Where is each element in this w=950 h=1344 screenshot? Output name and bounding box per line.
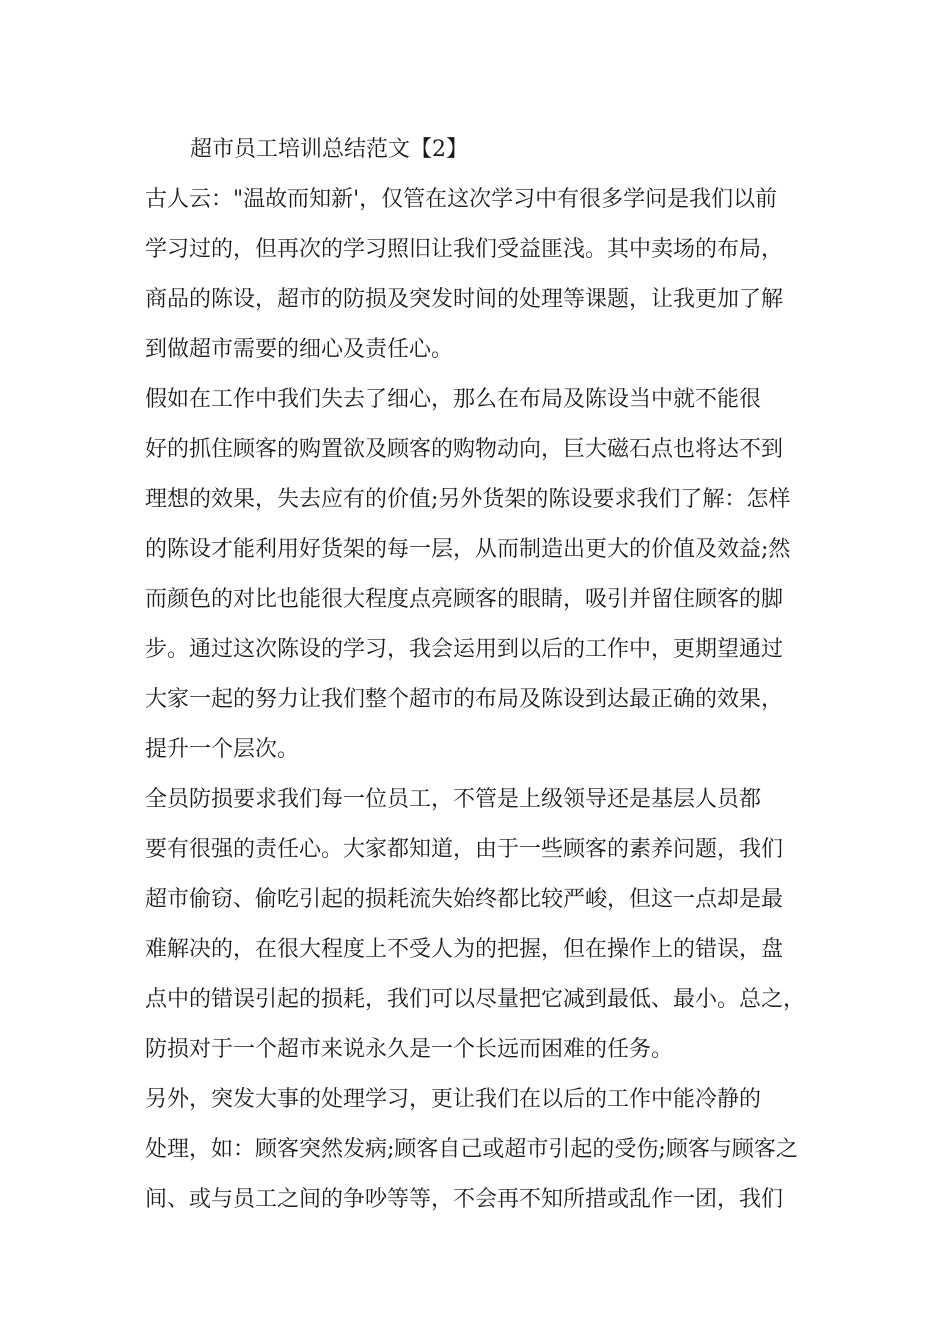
text-line: 全员防损要求我们每一位员工，不管是上级领导还是基层人员都 [145, 787, 762, 812]
text-line: 而颜色的对比也能很大程度点亮顾客的眼睛，吸引并留住顾客的脚 [145, 587, 784, 612]
text-line: 大家一起的努力让我们整个超市的布局及陈设到达最正确的效果， [145, 687, 784, 712]
text-line: 难解决的，在很大程度上不受人为的把握，但在操作上的错误，盘 [145, 937, 784, 962]
text-line: 提升一个层次。 [145, 737, 300, 762]
text-line: 另外，突发大事的处理学习，更让我们在以后的工作中能冷静的 [145, 1087, 762, 1112]
text-line: 间、或与员工之间的争吵等等，不会再不知所措或乱作一团，我们 [145, 1187, 784, 1212]
text-line: 步。通过这次陈设的学习，我会运用到以后的工作中，更期望通过 [145, 637, 784, 662]
text-line: 处理，如：顾客突然发病;顾客自己或超市引起的受伤;顾客与顾客之 [145, 1137, 798, 1162]
text-line: 超市偷窃、偷吃引起的损耗流失始终都比较严峻，但这一点却是最 [145, 887, 784, 912]
text-line: 古人云："温故而知新'，仅管在这次学习中有很多学问是我们以前 [145, 187, 778, 212]
text-line: 商品的陈设，超市的防损及突发时间的处理等课题，让我更加了解 [145, 287, 784, 312]
text-line: 的陈设才能利用好货架的每一层，从而制造出更大的价值及效益;然 [145, 537, 791, 562]
text-line: 要有很强的责任心。大家都知道，由于一些顾客的素养问题，我们 [145, 837, 784, 862]
text-line: 假如在工作中我们失去了细心，那么在布局及陈设当中就不能很 [145, 387, 762, 412]
text-line: 学习过的，但再次的学习照旧让我们受益匪浅。其中卖场的布局， [145, 237, 784, 262]
document-title: 超市员工培训总结范文【2】 [190, 137, 468, 162]
text-line: 防损对于一个超市来说永久是一个长远而困难的任务。 [145, 1037, 674, 1062]
text-line: 好的抓住顾客的购置欲及顾客的购物动向，巨大磁石点也将达不到 [145, 437, 784, 462]
text-line: 理想的效果，失去应有的价值;另外货架的陈设要求我们了解：怎样 [145, 487, 791, 512]
text-line: 到做超市需要的细心及责任心。 [145, 337, 454, 362]
text-line: 点中的错误引起的损耗，我们可以尽量把它减到最低、最小。总之， [145, 987, 806, 1012]
